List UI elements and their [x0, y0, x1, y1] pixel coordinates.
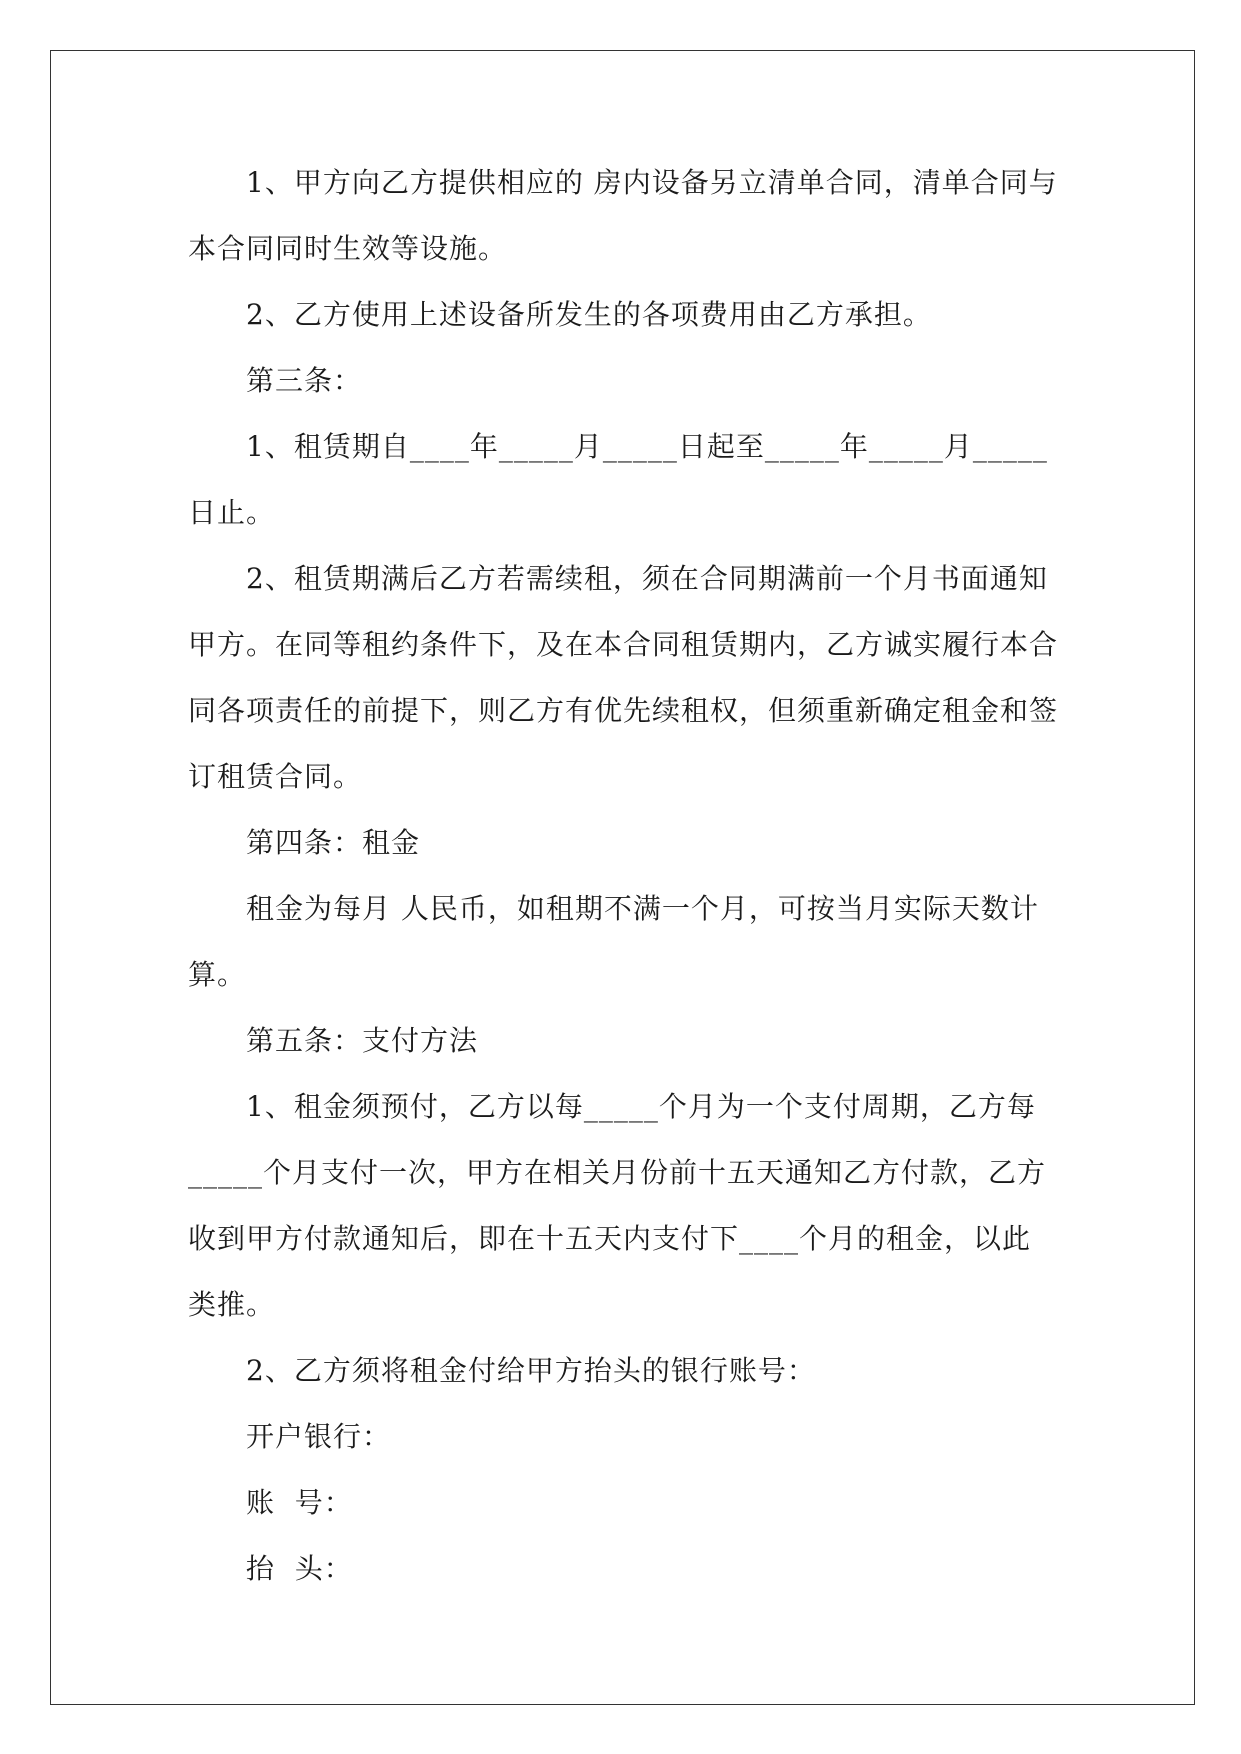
paragraph-lease-term: 1、租赁期自____年_____月_____日起至_____年_____月_____日止。 [188, 430, 1048, 529]
paragraph-equipment-costs: 2、乙方使用上述设备所发生的各项费用由乙方承担。 [246, 298, 932, 331]
paragraph-equipment-provision: 1、甲方向乙方提供相应的 房内设备另立清单合同，清单合同与本合同同时生效等设施。 [188, 166, 1058, 265]
field-account-number: 账 号： [246, 1486, 353, 1519]
paragraph-rent-amount: 租金为每月 人民币，如租期不满一个月，可按当月实际天数计算。 [188, 892, 1039, 991]
paragraph-lease-renewal: 2、租赁期满后乙方若需续租，须在合同期满前一个月书面通知甲方。在同等租约条件下，及在本合同租赁期内，乙方诚实履行本合同各项责任的前提下，则乙方有优先续租权，但须重新确定租金和签订租赁合同。 [188, 562, 1059, 793]
heading-article-5: 第五条：支付方法 [246, 1024, 479, 1057]
field-bank-name: 开户银行： [246, 1420, 392, 1453]
field-account-holder: 抬 头： [246, 1552, 353, 1585]
paragraph-bank-account: 2、乙方须将租金付给甲方抬头的银行账号： [246, 1354, 816, 1387]
heading-article-3: 第三条： [246, 364, 363, 397]
heading-article-4: 第四条：租金 [246, 826, 421, 859]
paragraph-payment-cycle: 1、租金须预付，乙方以每_____个月为一个支付周期，乙方每_____个月支付一次，甲方在相关月份前十五天通知乙方付款，乙方收到甲方付款通知后，即在十五天内支付下____个月的租金，以此类推。 [188, 1090, 1047, 1321]
